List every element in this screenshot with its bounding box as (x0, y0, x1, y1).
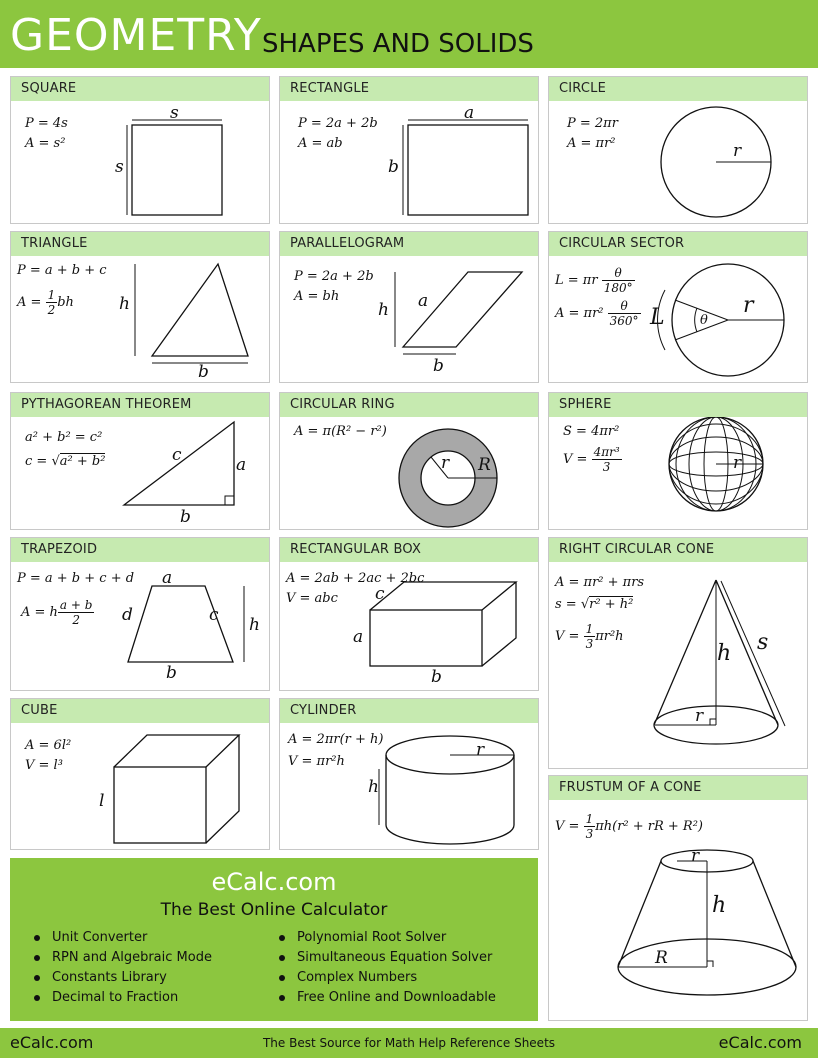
formula-area: A = 2ab + 2ac + 2bc (286, 571, 425, 586)
label-r: r (743, 293, 754, 318)
rectangle-shape (408, 125, 528, 215)
label-r: r (733, 453, 742, 473)
list-item: Complex Numbers (275, 968, 496, 988)
list-item: Decimal to Fraction (30, 988, 212, 1008)
panel-cube (10, 698, 270, 850)
formula-area: A = πr² + πrs (555, 575, 645, 590)
formula-perimeter: P = 2a + 2b (298, 116, 378, 131)
panel-rectangular-box (279, 537, 539, 691)
formula-area: A = $\frac{1}{2}$ bh (17, 288, 74, 317)
header-banner (0, 0, 818, 68)
cone-figure (549, 562, 807, 768)
formula-area: A = s² (25, 136, 66, 151)
formula-volume: V = $\frac{1}{3}$ πr²h (555, 622, 624, 651)
sphere-shape (669, 417, 763, 511)
footer-link-left[interactable]: eCalc.com (10, 1033, 94, 1052)
formula-arc-length: L = πr $\frac{\theta}{180^\circ}$ (555, 266, 633, 295)
formula-perimeter: P = 2πr (567, 116, 618, 131)
panel-frustum (548, 775, 808, 1021)
label-b: b (198, 362, 209, 382)
label-h: h (249, 615, 260, 635)
label-side-top: s (170, 103, 179, 123)
footer-tagline: The Best Source for Math Help Reference Sheets (262, 1036, 556, 1050)
promo-tagline: The Best Online Calculator (160, 900, 388, 920)
page-title: GEOMETRY (10, 10, 262, 61)
panel-title: CIRCLE (549, 77, 807, 101)
label-h: h (717, 641, 732, 666)
label-b: b (166, 663, 177, 683)
feature-list-left (30, 928, 212, 1008)
formula-area: A = h $\frac{a + b}{2}$ (21, 598, 93, 627)
formula-area: A = πr² (567, 136, 616, 151)
label-a: a (353, 627, 364, 647)
formula-pythagorean: a² + b² = c² (25, 430, 103, 445)
panel-pythagorean-theorem (10, 392, 270, 530)
label-b: b (180, 507, 191, 527)
panel-sphere (548, 392, 808, 530)
label-b: b (433, 356, 444, 376)
label-h: h (712, 893, 727, 918)
formula-surface: S = 4πr² (563, 424, 620, 439)
formula-perimeter: P = a + b + c + d (17, 571, 135, 586)
list-item: Constants Library (30, 968, 212, 988)
label-l: l (99, 791, 105, 811)
panel-rectangle (279, 76, 539, 224)
panel-title: SQUARE (11, 77, 269, 101)
triangle-shape (152, 264, 248, 356)
label-r: r (691, 846, 700, 866)
panel-title: CIRCULAR SECTOR (549, 232, 807, 256)
formula-area: A = π(R² − r²) (294, 424, 387, 439)
label-h: h (119, 294, 130, 314)
label-r: r (476, 740, 485, 760)
panel-title: RECTANGULAR BOX (280, 538, 538, 562)
label-L: L (650, 305, 665, 330)
box-shape (370, 582, 516, 666)
panel-triangle (10, 231, 270, 383)
list-item: Unit Converter (30, 928, 212, 948)
feature-list-right (275, 928, 496, 1008)
label-c: c (375, 584, 385, 604)
panel-trapezoid (10, 537, 270, 691)
panel-right-circular-cone (548, 537, 808, 769)
label-h: h (368, 777, 379, 797)
panel-title: PYTHAGOREAN THEOREM (11, 393, 269, 417)
label-r: r (733, 141, 742, 161)
list-item: Free Online and Downloadable (275, 988, 496, 1008)
frustum-shape (618, 850, 796, 995)
cylinder-shape (379, 736, 514, 844)
label-theta: θ (700, 313, 708, 328)
label-a: a (162, 568, 173, 588)
panel-title: FRUSTUM OF A CONE (549, 776, 807, 800)
list-item: Polynomial Root Solver (275, 928, 496, 948)
panel-title: CYLINDER (280, 699, 538, 723)
right-angle-marker (225, 496, 234, 505)
label-b: b (388, 157, 399, 177)
label-r: r (695, 706, 704, 726)
label-a: a (236, 455, 247, 475)
panel-title: SPHERE (549, 393, 807, 417)
panel-title: TRIANGLE (11, 232, 269, 256)
formula-volume: V = πr²h (288, 754, 345, 769)
angle-arc (695, 308, 697, 332)
promo-box (10, 858, 538, 1021)
panel-circular-ring (279, 392, 539, 530)
panel-circular-sector (548, 231, 808, 383)
formula-volume: V = $\frac{1}{3}$ πh(r² + rR + R²) (555, 812, 704, 841)
panel-circle (548, 76, 808, 224)
formula-area: A = 6l² (25, 738, 72, 753)
promo-site-link[interactable]: eCalc.com (211, 868, 337, 896)
label-R: R (478, 455, 491, 475)
square-shape (132, 125, 222, 215)
formula-perimeter: P = 4s (25, 116, 68, 131)
panel-title: PARALLELOGRAM (280, 232, 538, 256)
panel-cylinder (279, 698, 539, 850)
label-a: a (418, 291, 429, 311)
label-a: a (464, 103, 475, 123)
panel-title: RECTANGLE (280, 77, 538, 101)
panel-square (10, 76, 270, 224)
formula-perimeter: P = a + b + c (17, 263, 107, 278)
panel-title: TRAPEZOID (11, 538, 269, 562)
formula-volume: V = $\frac{\text{4πr³}}{3}$ (563, 445, 620, 474)
label-side-left: s (115, 157, 124, 177)
label-s: s (757, 630, 769, 655)
panel-title: CIRCULAR RING (280, 393, 538, 417)
formula-hypotenuse: c = √a² + b² (25, 454, 106, 469)
formula-area: A = 2πr(r + h) (288, 732, 384, 747)
formula-slant: s = √r² + h² (555, 597, 634, 612)
label-d: d (122, 605, 133, 625)
formula-perimeter: P = 2a + 2b (294, 269, 374, 284)
panel-title: CUBE (11, 699, 269, 723)
formula-volume: V = l³ (25, 758, 63, 773)
label-r: r (441, 453, 450, 473)
list-item: Simultaneous Equation Solver (275, 948, 496, 968)
formula-area: A = πr² $\frac{\theta}{360^\circ}$ (555, 299, 639, 328)
label-R: R (655, 948, 668, 968)
formula-area: A = ab (298, 136, 343, 151)
formula-volume: V = abc (286, 591, 338, 606)
label-c: c (172, 445, 182, 465)
label-b: b (431, 667, 442, 687)
cube-shape (114, 735, 239, 843)
formula-area: A = bh (294, 289, 340, 304)
page-subtitle: SHAPES AND SOLIDS (262, 29, 534, 59)
list-item: RPN and Algebraic Mode (30, 948, 212, 968)
panel-title: RIGHT CIRCULAR CONE (549, 538, 807, 562)
footer-bar (0, 1028, 818, 1058)
label-c: c (209, 605, 219, 625)
panel-parallelogram (279, 231, 539, 383)
label-h: h (378, 300, 389, 320)
footer-link-right[interactable]: eCalc.com (718, 1033, 802, 1052)
